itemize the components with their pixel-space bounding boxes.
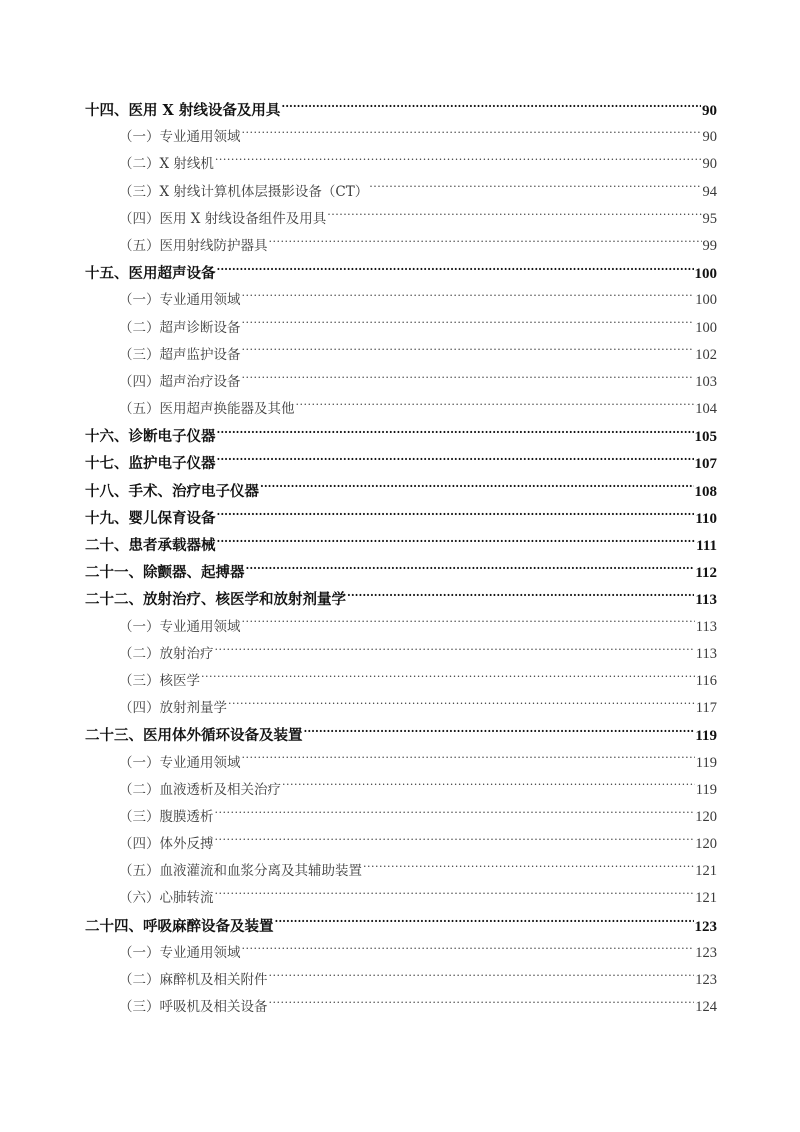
toc-entry-title: （一）专业通用领域 (119, 944, 241, 961)
toc-entry[interactable] (85, 478, 717, 505)
toc-entry-page: 119 (695, 728, 717, 745)
toc-subentry[interactable] (85, 668, 717, 695)
dot-leader (228, 699, 695, 713)
toc-entry[interactable] (85, 97, 717, 124)
toc-entry-page: 95 (702, 210, 717, 227)
toc-subentry[interactable] (85, 179, 717, 206)
toc-entry-title: （三）呼吸机及相关设备 (119, 999, 268, 1016)
dot-leader (347, 590, 694, 605)
dot-leader (217, 508, 695, 523)
toc-entry-page: 124 (695, 999, 717, 1016)
toc-entry-page: 100 (695, 319, 717, 336)
toc-entry-page: 110 (695, 510, 717, 527)
toc-entry-page: 90 (702, 103, 717, 119)
toc-entry-title: （一）专业通用领域 (119, 754, 241, 771)
toc-subentry[interactable] (85, 287, 717, 314)
toc-entry-title: 二十四、呼吸麻醉设备及装置 (85, 917, 274, 935)
toc-entry-title: （五）医用射线防护器具 (119, 237, 268, 254)
dot-leader (217, 536, 696, 551)
toc-entry-page: 94 (702, 183, 717, 200)
toc-entry-page: 123 (695, 972, 717, 988)
toc-entry-page: 90 (702, 129, 717, 146)
toc-entry-title: （三）超声监护设备 (119, 346, 241, 363)
toc-subentry[interactable] (85, 777, 717, 804)
dot-leader (217, 427, 694, 442)
toc-entry[interactable] (85, 586, 717, 613)
toc-entry-page: 121 (695, 890, 717, 907)
toc-entry[interactable] (85, 559, 717, 586)
toc-entry-title: 十八、手术、治疗电子仪器 (85, 482, 259, 500)
dot-leader (269, 971, 695, 985)
toc-entry-title: 十六、诊断电子仪器 (85, 428, 216, 446)
toc-subentry[interactable] (85, 831, 717, 858)
toc-entry-title: （六）心肺转流 (119, 890, 214, 907)
toc-entry-title: （三）腹膜透析 (119, 808, 214, 825)
toc-entry-page: 113 (695, 592, 717, 609)
toc-entry-title: （四）体外反搏 (119, 836, 214, 853)
dot-leader (281, 101, 701, 116)
toc-entry-title: （二）麻醉机及相关附件 (119, 972, 268, 988)
toc-entry-page: 119 (695, 781, 717, 798)
toc-entry-page: 105 (694, 429, 717, 446)
toc-subentry[interactable] (85, 369, 717, 396)
toc-entry-page: 123 (694, 918, 717, 935)
toc-entry-page: 123 (695, 944, 717, 961)
dot-leader (242, 128, 702, 142)
toc-entry-page: 120 (695, 808, 717, 825)
toc-entry[interactable] (85, 260, 717, 287)
dot-leader (201, 671, 695, 685)
toc-entry-title: 二十三、医用体外循环设备及装置 (85, 727, 303, 745)
toc-entry-title: 十五、医用超声设备 (85, 265, 216, 283)
toc-subentry[interactable] (85, 206, 717, 233)
toc-subentry[interactable] (85, 614, 717, 641)
toc-subentry[interactable] (85, 641, 717, 668)
dot-leader (269, 998, 695, 1012)
toc-entry-page: 117 (695, 700, 717, 717)
dot-leader (215, 889, 695, 903)
toc-entry-title: （四）医用 X 射线设备组件及用具 (119, 210, 327, 227)
dot-leader (215, 644, 695, 658)
toc-entry-page: 102 (695, 346, 717, 363)
dot-leader (242, 345, 695, 359)
toc-subentry[interactable] (85, 695, 717, 722)
toc-entry-page: 103 (695, 373, 717, 390)
toc-subentry[interactable] (85, 885, 717, 912)
toc-entry-page: 107 (694, 456, 717, 473)
toc-entry-page: 100 (695, 292, 717, 309)
toc-entry[interactable] (85, 913, 717, 940)
toc-entry-page: 90 (702, 156, 717, 173)
dot-leader (296, 400, 695, 414)
toc-entry-title: （二）血液透析及相关治疗 (119, 781, 281, 798)
toc-subentry[interactable] (85, 124, 717, 151)
dot-leader (215, 807, 695, 821)
toc-entry-title: （一）专业通用领域 (119, 618, 241, 635)
dot-leader (242, 372, 695, 386)
dot-leader (217, 264, 694, 279)
toc-entry-page: 112 (695, 565, 717, 582)
toc-entry-title: 十七、监护电子仪器 (85, 455, 216, 473)
toc-entry-page: 99 (702, 237, 717, 254)
dot-leader (242, 753, 695, 767)
toc-subentry[interactable] (85, 342, 717, 369)
toc-entry-title: （五）血液灌流和血浆分离及其辅助装置 (119, 863, 362, 880)
toc-entry-title: 二十二、放射治疗、核医学和放射剂量学 (85, 591, 346, 609)
toc-subentry[interactable] (85, 967, 717, 994)
toc-subentry[interactable] (85, 750, 717, 777)
toc-entry-page: 111 (696, 538, 717, 554)
toc-entry-title: （一）专业通用领域 (119, 129, 241, 146)
toc-subentry[interactable] (85, 994, 717, 1021)
toc-subentry[interactable] (85, 940, 717, 967)
toc-entry[interactable] (85, 423, 717, 450)
dot-leader (282, 780, 695, 794)
dot-leader (242, 291, 695, 305)
dot-leader (275, 916, 694, 931)
dot-leader (327, 209, 701, 223)
toc-entry-page: 104 (695, 401, 717, 418)
table-of-contents (85, 97, 717, 1021)
toc-entry[interactable] (85, 532, 717, 559)
toc-entry-title: （一）专业通用领域 (119, 292, 241, 309)
toc-subentry[interactable] (85, 396, 717, 423)
toc-subentry[interactable] (85, 858, 717, 885)
toc-entry-page: 113 (695, 645, 717, 662)
toc-entry[interactable] (85, 722, 717, 749)
dot-leader (217, 454, 694, 469)
toc-subentry[interactable] (85, 151, 717, 178)
dot-leader (242, 943, 695, 957)
toc-entry-title: （四）超声治疗设备 (119, 373, 241, 390)
toc-entry-page: 116 (695, 672, 717, 689)
toc-entry-title: （五）医用超声换能器及其他 (119, 401, 295, 418)
toc-entry-title: （三）X 射线计算机体层摄影设备（CT） (119, 183, 369, 200)
toc-entry-page: 119 (695, 754, 717, 771)
toc-entry-title: （四）放射剂量学 (119, 700, 227, 717)
toc-entry-page: 108 (694, 483, 717, 500)
dot-leader (246, 563, 695, 578)
dot-leader (260, 481, 694, 496)
toc-entry-page: 100 (694, 266, 717, 283)
dot-leader (269, 236, 702, 250)
toc-subentry[interactable] (85, 804, 717, 831)
dot-leader (242, 617, 695, 631)
dot-leader (363, 862, 694, 876)
dot-leader (304, 726, 695, 741)
toc-entry-page: 121 (695, 863, 717, 880)
dot-leader (369, 182, 701, 196)
toc-entry[interactable] (85, 450, 717, 477)
toc-entry-title: 十九、婴儿保育设备 (85, 509, 216, 527)
dot-leader (215, 835, 695, 849)
toc-entry-title: （二）X 射线机 (119, 156, 214, 173)
toc-entry-title: 十四、医用 X 射线设备及用具 (85, 102, 281, 119)
toc-entry-page: 120 (695, 836, 717, 853)
toc-entry-title: 二十一、除颤器、起搏器 (85, 564, 245, 582)
toc-entry[interactable] (85, 505, 717, 532)
toc-subentry[interactable] (85, 315, 717, 342)
dot-leader (215, 155, 702, 169)
toc-entry-title: 二十、患者承载器械 (85, 537, 216, 554)
toc-entry-title: （二）放射治疗 (119, 645, 214, 662)
toc-entry-title: （二）超声诊断设备 (119, 319, 241, 336)
toc-subentry[interactable] (85, 233, 717, 260)
toc-entry-title: （三）核医学 (119, 672, 200, 689)
dot-leader (242, 318, 695, 332)
toc-entry-page: 113 (695, 618, 717, 635)
